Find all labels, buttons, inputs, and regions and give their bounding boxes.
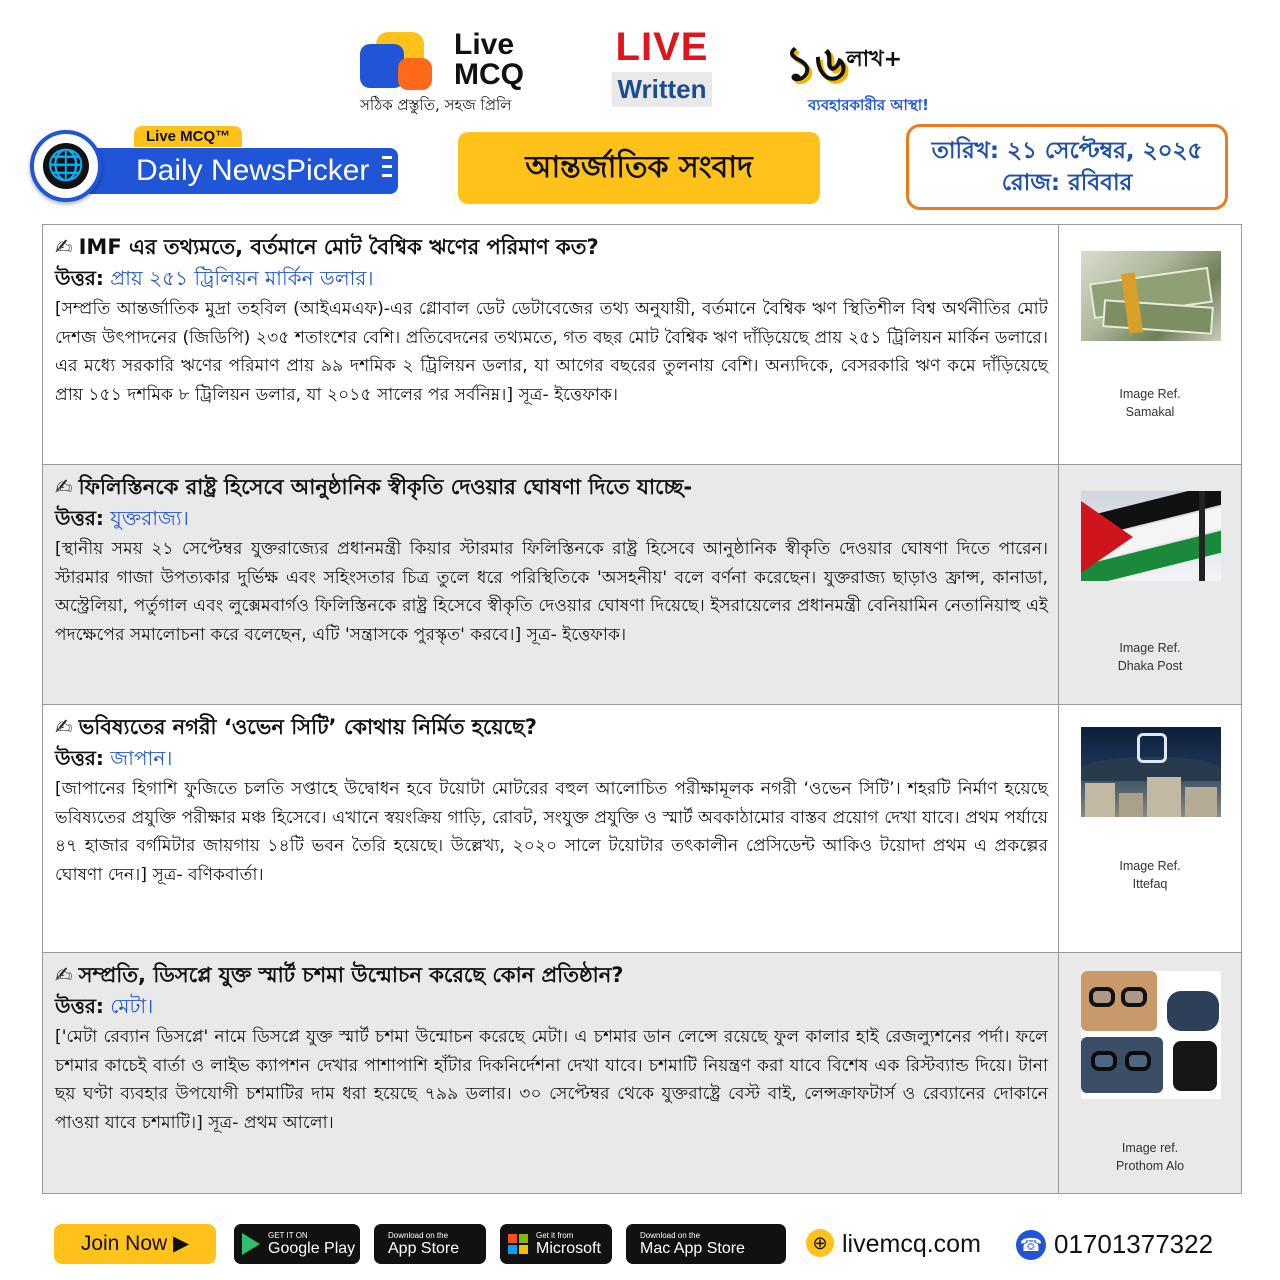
join-now-button[interactable]: Join Now ▶ <box>54 1224 216 1264</box>
answer-line <box>55 263 1048 293</box>
day-line: রোজ: রবিবার <box>1001 170 1133 196</box>
answer-label: উত্তর: <box>55 266 104 290</box>
news-body: [স্থানীয় সময় ২১ সেপ্টেম্বর যুক্তরাজ্যের প্রধানমন্ত্রী কিয়ার স্টারমার ফিলিস্তিনকে রাষ্ট্র হিসেবে আনুষ্ঠানিক স্বীকৃতি দেওয়ার ঘোষণা দিতে পারেন। স্টারমার গাজা উপত্যকার দুর্ভিক্ষ এবং সহিংসতার চিত্র তুলে ধরে পরিস্থিতিকে 'অসহনীয়' বলে বর্ণনা করেছেন। যুক্তরাজ্য ছাড়াও ফ্রান্স, কানাডা, অস্ট্রেলিয়া, পর্তুগাল এবং লুক্সেমবার্গও ফিলিস্তিনকে রাষ্ট্র হিসেবে স্বীকৃতি দেওয়ার ঘোষণা দিয়েছে। ইসরায়েলের প্রধানমন্ত্রী বেনিয়ামিন নেতানিয়াহু এই পদক্ষেপের সমালোচনা করে বলেছেন, এটি 'সন্ত্রাসকে পুরস্কৃত' করবে।] সূত্র- ইত্তেফাক। <box>55 539 1048 645</box>
writing-hand-icon: ✍ <box>55 475 73 499</box>
news-body: [জাপানের হিগাশি ফুজিতে চলতি সপ্তাহে উদ্বোধন হবে টয়োটা মোটরের বহুল আলোচিত পরীক্ষামূলক নগরী ‘ওভেন সিটি’। শহরটি নির্মাণ হয়েছে ভবিষ্যতের প্রযুক্তি পরীক্ষার মঞ্চ হিসেবে। এখানে স্বয়ংক্রিয় গাড়ি, রোবট, সংযুক্ত প্রযুক্তি ও স্মার্ট অবকাঠামোর বাস্তব প্রয়োগ দেখা যাবে। প্রথম পর্যায়ে ৪৭ হাজার বর্গমিটার জায়গায় ১৪টি ভবন তৈরি হয়েছে। উল্লেখ্য, ২০২০ সালে টয়োটার তৎকালীন প্রেসিডেন্ট আকিও টয়োদা প্রথম এ প্রকল্পের ঘোষণা দেন।] সূত্র- বণিকবার্তা। <box>55 779 1048 885</box>
brand-row <box>0 22 1280 118</box>
news-table <box>42 224 1242 1194</box>
picker-title-bar <box>80 148 398 194</box>
news-text-cell <box>43 225 1059 464</box>
live-written-logo <box>612 26 712 107</box>
microsoft-icon <box>508 1234 528 1254</box>
written-label: Written <box>612 72 712 107</box>
answer-line <box>55 743 1048 773</box>
news-image-cell <box>1059 953 1241 1193</box>
news-row <box>43 225 1241 465</box>
picker-title: Daily NewsPicker <box>136 154 370 187</box>
answer: যুক্তরাজ্য। <box>110 506 189 530</box>
phone-number[interactable]: ☎ 01701377322 <box>1016 1226 1213 1262</box>
image-ref: Image Ref. Ittefaq <box>1119 859 1181 891</box>
date-line: তারিখ: ২১ সেপ্টেম্বর, ২০২৫ <box>931 138 1203 164</box>
google-play-button[interactable]: GET IT ON Google Play <box>234 1224 360 1264</box>
news-row <box>43 705 1241 953</box>
section-title: আন্তর্জাতিক সংবাদ <box>458 132 820 204</box>
news-image-cell <box>1059 465 1241 704</box>
image-ref: Image ref. Prothom Alo <box>1115 1141 1185 1173</box>
answer-label: উত্তর: <box>55 746 104 770</box>
answer: মেটা। <box>110 994 154 1018</box>
answer-line <box>55 991 1048 1021</box>
microsoft-store-button[interactable]: Get it from Microsoft <box>500 1224 612 1264</box>
question: ✍ ভবিষ্যতের নগরী ‘ওভেন সিটি’ কোথায় নির্মিত হয়েছে? <box>55 715 537 739</box>
woven-city-image <box>1081 727 1221 817</box>
livemcq-logo-text: Live MCQ <box>454 28 524 91</box>
money-image <box>1081 251 1221 341</box>
writing-hand-icon: ✍ <box>55 715 73 739</box>
users-badge <box>784 28 930 114</box>
answer: জাপান। <box>110 746 173 770</box>
smart-glasses-image <box>1081 971 1221 1099</box>
news-body: ['মেটা রেব্যান ডিসপ্লে' নামে ডিসপ্লে যুক্ত স্মার্ট চশমা উন্মোচন করেছে মেটা। এ চশমার ডান লেন্সে রয়েছে ফুল কালার হাই রেজল্যুশনের পর্দা। ফলে চশমার কাচেই বার্তা ও লাইভ ক্যাপশন দেখার পাশাপাশি হাঁটার দিকনির্দেশনা দেখা যাবে। চশমাটি নিয়ন্ত্রণ করা যাবে বিশেষ এক রিস্টব্যান্ড দিয়ে। টানা ছয় ঘণ্টা ব্যবহার উপযোগী চশমাটির দাম ধরা হয়েছে ৭৯৯ ডলার। ৩০ সেপ্টেম্বর থেকে যুক্তরাষ্ট্রে বেস্ট বাই, লেন্সক্রাফটার্স ও রেব্যানের দোকানে পাওয়া যাবে চশমাটি।] সূত্র- প্রথম আলো। <box>55 1027 1048 1133</box>
users-unit: লাখ+ <box>846 47 903 72</box>
question: ✍ সম্প্রতি, ডিসপ্লে যুক্ত স্মার্ট চশমা উন্মোচন করেছে কোন প্রতিষ্ঠান? <box>55 963 624 987</box>
answer-label: উত্তর: <box>55 994 104 1018</box>
date-box <box>906 124 1228 210</box>
answer-label: উত্তর: <box>55 506 104 530</box>
live-label: LIVE <box>615 25 709 69</box>
image-ref: Image Ref. Dhaka Post <box>1117 641 1183 673</box>
palestine-flag-image <box>1081 491 1221 581</box>
writing-hand-icon: ✍ <box>55 235 73 259</box>
menu-lines-icon <box>382 156 392 183</box>
globe-icon: ⊕ <box>806 1229 834 1257</box>
question: ✍ ফিলিস্তিনকে রাষ্ট্র হিসেবে আনুষ্ঠানিক স্বীকৃতি দেওয়ার ঘোষণা দিতে যাচ্ছে- <box>55 475 693 499</box>
support-agent-icon: ☎ <box>1016 1230 1046 1260</box>
mac-app-store-button[interactable]: Download on the Mac App Store <box>626 1224 786 1264</box>
globe-news-icon: 🌐 <box>30 130 102 202</box>
news-image-cell <box>1059 705 1241 952</box>
picker-brand-tag: Live MCQ™ <box>134 126 242 147</box>
question: ✍ IMF এর তথ্যমতে, বর্তমানে মোট বৈশ্বিক ঋণের পরিমাণ কত? <box>55 235 599 259</box>
image-ref: Image Ref. Samakal <box>1119 387 1181 419</box>
daily-newspicker-logo <box>30 126 400 208</box>
livemcq-logo-icon <box>358 30 438 92</box>
news-image-cell <box>1059 225 1241 464</box>
writing-hand-icon: ✍ <box>55 963 73 987</box>
news-body: [সম্প্রতি আন্তর্জাতিক মুদ্রা তহবিল (আইএমএফ)-এর গ্লোবাল ডেট ডেটাবেজের তথ্য অনুযায়ী, বর্তমানে বৈশ্বিক ঋণ স্থিতিশীল বিশ্ব অর্থনীতির মোট দেশজ উৎপাদনের (জিডিপি) ২৩৫ শতাংশের বেশি। প্রতিবেদনের তথ্যমতে, গত বছর মোট বৈশ্বিক ঋণ দাঁড়িয়েছে প্রায় ২৫১ ট্রিলিয়ন মার্কিন ডলারে। এর মধ্যে সরকারি ঋণের পরিমাণ প্রায় ৯৯ দশমিক ২ ট্রিলিয়ন ডলার, যা আগের বছরের তুলনায় বেশি। অন্যদিকে, বেসরকারি ঋণ কমে দাঁড়িয়েছে প্রায় ১৫১ দশমিক ৮ ট্রিলিয়ন ডলার, যা ২০১৫ সালের পর সর্বনিম্ন।] সূত্র- ইত্তেফাক। <box>55 299 1048 405</box>
livemcq-tagline: সঠিক প্রস্তুতি, সহজ প্রিলি <box>360 96 512 114</box>
users-count: ১৬ <box>784 36 847 92</box>
app-store-button[interactable]: Download on the App Store <box>374 1224 486 1264</box>
news-text-cell <box>43 953 1059 1193</box>
website-link[interactable]: ⊕ livemcq.com <box>806 1226 981 1262</box>
news-text-cell <box>43 705 1059 952</box>
google-play-icon <box>242 1233 260 1255</box>
news-row <box>43 953 1241 1193</box>
footer <box>0 1220 1280 1270</box>
news-row <box>43 465 1241 705</box>
answer-line <box>55 503 1048 533</box>
answer: প্রায় ২৫১ ট্রিলিয়ন মার্কিন ডলার। <box>110 266 374 290</box>
users-trust-text: ব্যবহারকারীর আস্থা! <box>808 96 930 114</box>
news-text-cell <box>43 465 1059 704</box>
